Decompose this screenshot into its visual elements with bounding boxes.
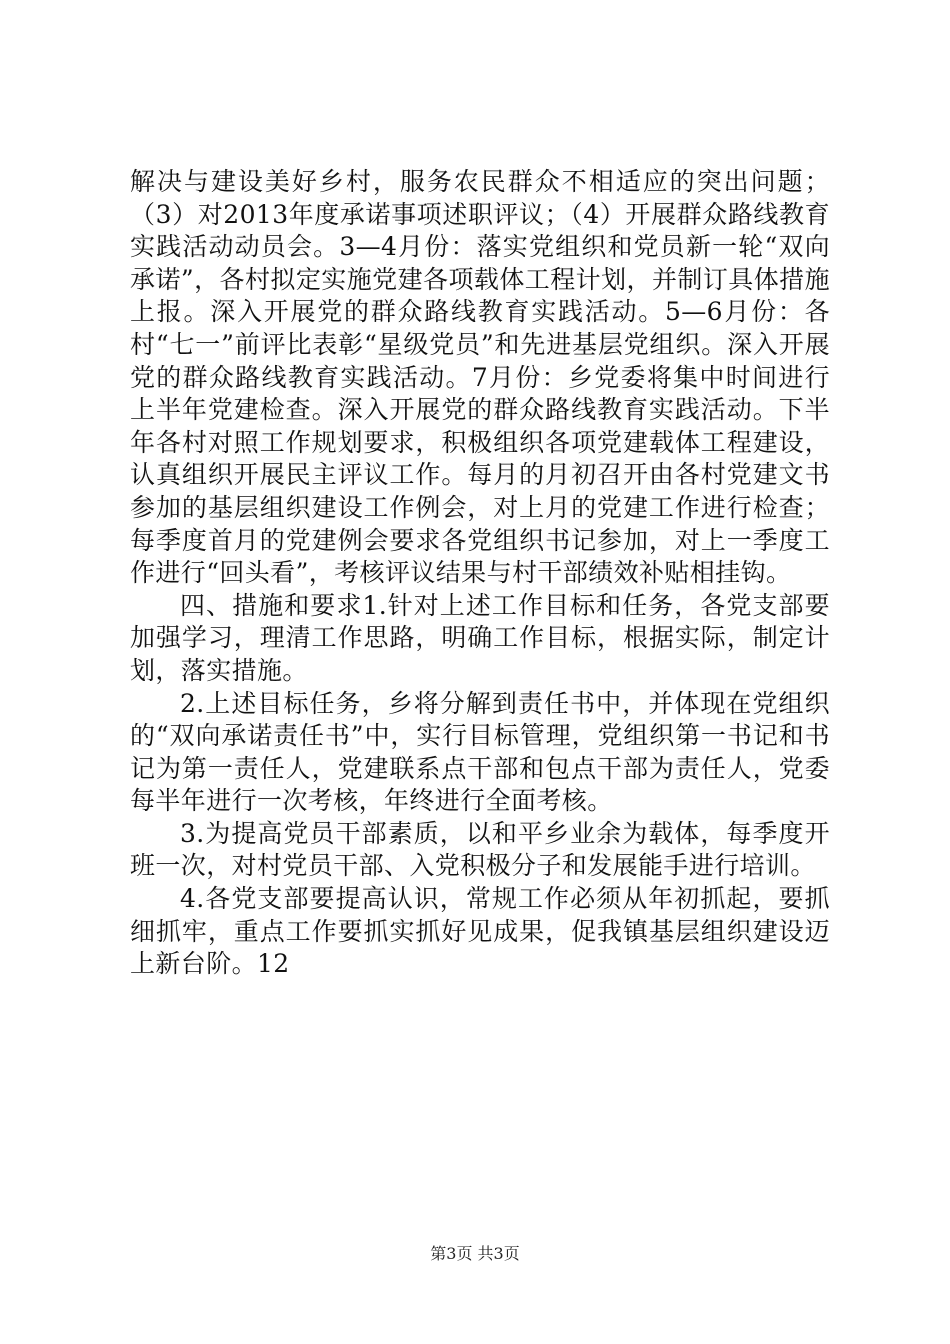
paragraph-item-2: 2.上述目标任务，乡将分解到责任书中，并体现在党组织的“双向承诺责任书”中，实行目标管理，党组织第一书记和书记为第一责任人，党建联系点干部和包点干部为责任人，党委每半年进行一次考核，年终进行全面考核。 bbox=[130, 688, 830, 816]
paragraph-continuation: 解决与建设美好乡村，服务农民群众不相适应的突出问题；（3）对2013年度承诺事项述职评议；（4）开展群众路线教育实践活动动员会。3—4月份：落实党组织和党员新一轮“双向承诺”，各村拟定实施党建各项载体工程计划，并制订具体措施上报。深入开展党的群众路线教育实践活动。5—6月份：各村“七一”前评比表彰“星级党员”和先进基层党组织。深入开展党的群众路线教育实践活动。7月份：乡党委将集中时间进行上半年党建检查。深入开展党的群众路线教育实践活动。下半年各村对照工作规划要求，积极组织各项党建载体工程建设，认真组织开展民主评议工作。每月的月初召开由各村党建文书参加的基层组织建设工作例会，对上月的党建工作进行检查；每季度首月的党建例会要求各党组织书记参加，对上一季度工作进行“回头看”，考核评议结果与村干部绩效补贴相挂钩。 bbox=[130, 167, 830, 588]
document-body bbox=[130, 166, 830, 981]
paragraph-measures-and-requirements: 四、措施和要求1.针对上述工作目标和任务，各党支部要加强学习，理清工作思路，明确工作目标，根据实际，制定计划，落实措施。 bbox=[130, 590, 830, 685]
paragraph-item-3: 3.为提高党员干部素质，以和平乡业余为载体，每季度开班一次，对村党员干部、入党积极分子和发展能手进行培训。 bbox=[130, 818, 830, 881]
paragraph-item-4: 4.各党支部要提高认识，常规工作必须从年初抓起，要抓细抓牢，重点工作要抓实抓好见成果，促我镇基层组织建设迈上新台阶。12 bbox=[130, 884, 830, 979]
page-number-footer: 第3页 共3页 bbox=[430, 1244, 520, 1263]
